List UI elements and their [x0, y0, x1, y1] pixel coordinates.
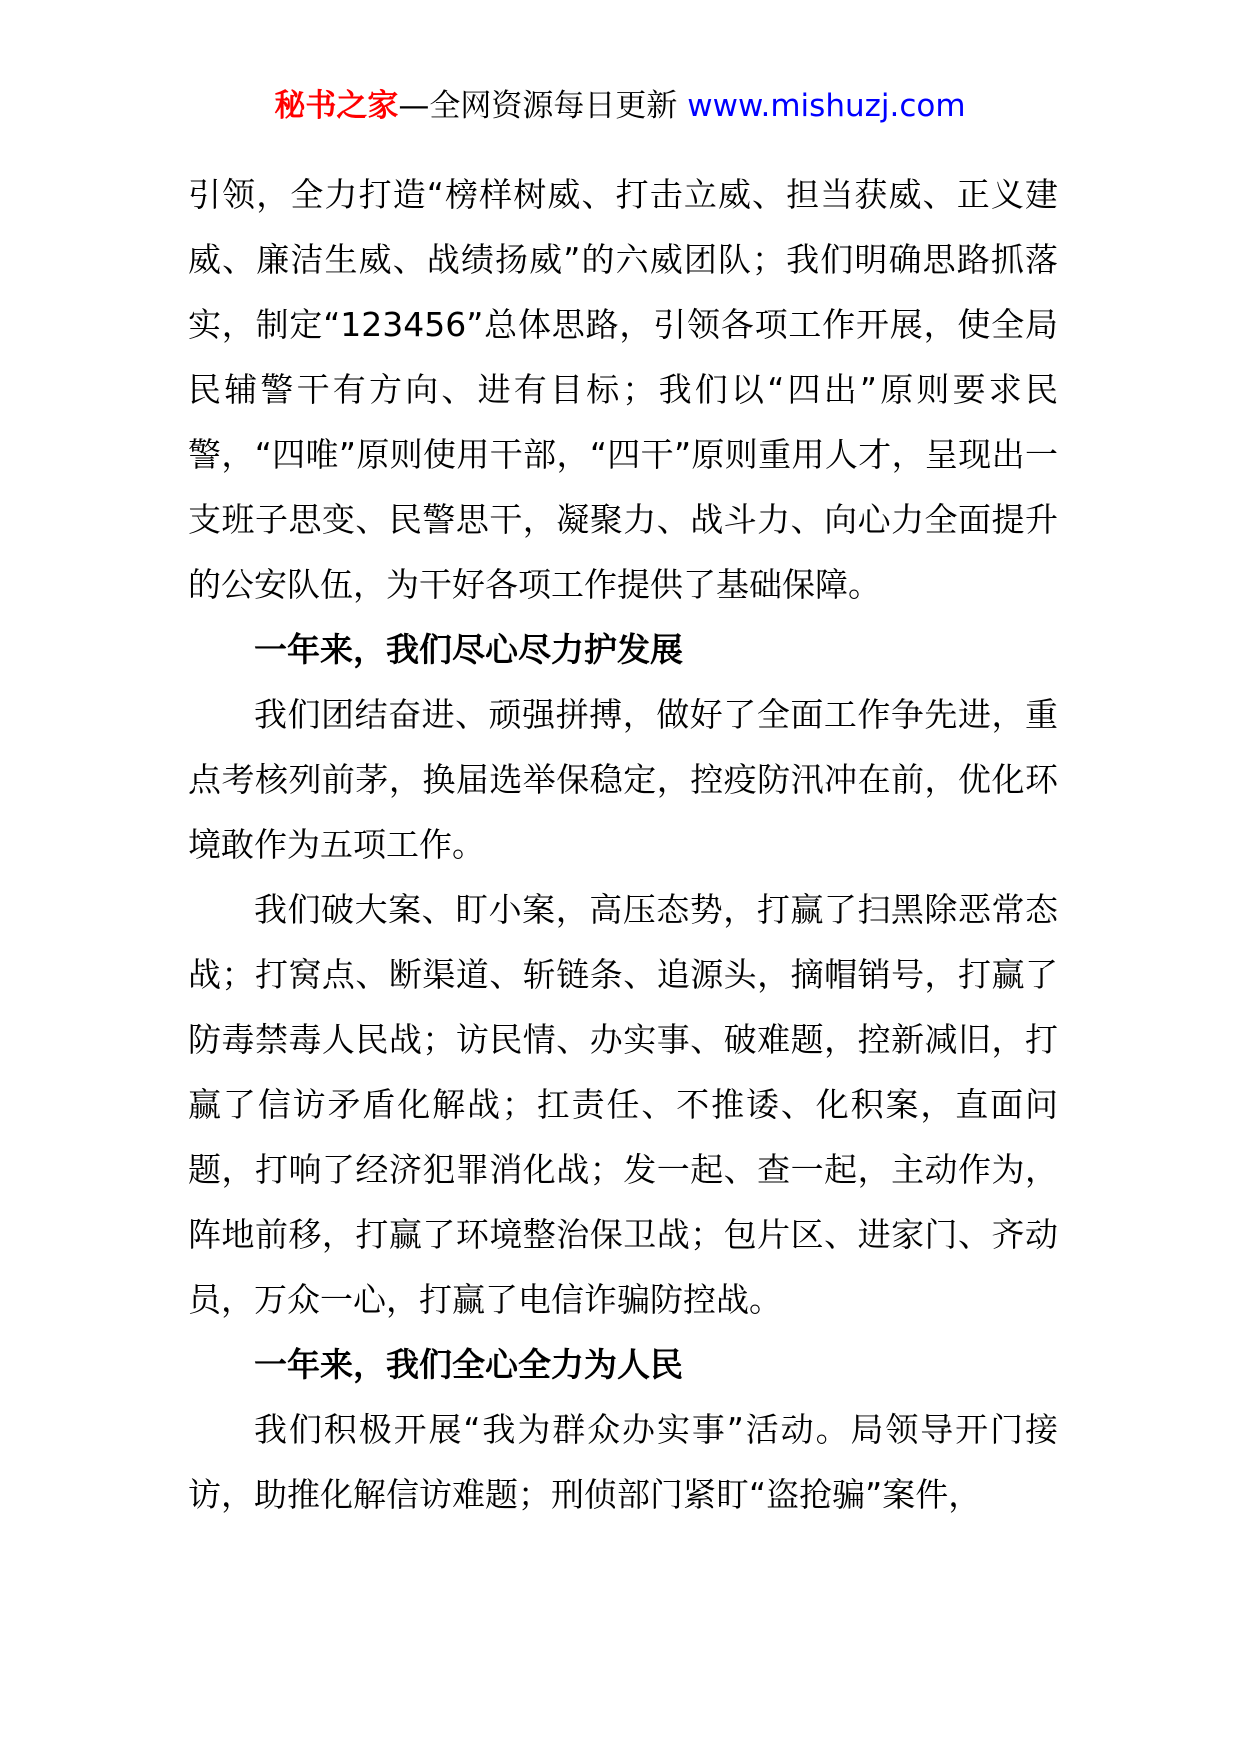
header-tagline: —全网资源每日更新: [398, 88, 688, 124]
section-heading-development: 一年来，我们尽心尽力护发展: [254, 630, 683, 669]
section-heading-people: 一年来，我们全心全力为人民: [254, 1345, 683, 1384]
page-header: [0, 84, 1240, 128]
paragraph-battles: 我们破大案、盯小案，高压态势，打赢了扫黑除恶常态战；打窝点、断渠道、斩链条、追源头，摘帽销号，打赢了防毒禁毒人民战；访民情、办实事、破难题，控新减旧，打赢了信访矛盾化解战；扛责任、不推诿、化积案，直面问题，打响了经济犯罪消化战；发一起、查一起，主动作为，阵地前移，打赢了环境整治保卫战；包片区、进家门、齐动员，万众一心，打赢了电信诈骗防控战。: [188, 890, 1058, 1319]
document-body: [188, 162, 1058, 1527]
paragraph-practical-actions: 我们积极开展“我为群众办实事”活动。局领导开门接访，助推化解信访难题；刑侦部门紧盯“盗抢骗”案件，: [188, 1410, 1058, 1514]
brand-name: 秘书之家: [274, 88, 399, 124]
paragraph-work-summary: 我们团结奋进、顽强拼搏，做好了全面工作争先进，重点考核列前茅，换届选举保稳定，控疫防汛冲在前，优化环境敢作为五项工作。: [188, 695, 1058, 864]
paragraph-continued: 引领，全力打造“榜样树威、打击立威、担当获威、正义建威、廉洁生威、战绩扬威”的六威团队；我们明确思路抓落实，制定“123456”总体思路，引领各项工作开展，使全局民辅警干有方向、进有目标；我们以“四出”原则要求民警，“四唯”原则使用干部，“四干”原则重用人才，呈现出一支班子思变、民警思干，凝聚力、战斗力、向心力全面提升的公安队伍，为干好各项工作提供了基础保障。: [188, 175, 1058, 604]
website-link[interactable]: www.mishuzj.com: [687, 88, 966, 124]
